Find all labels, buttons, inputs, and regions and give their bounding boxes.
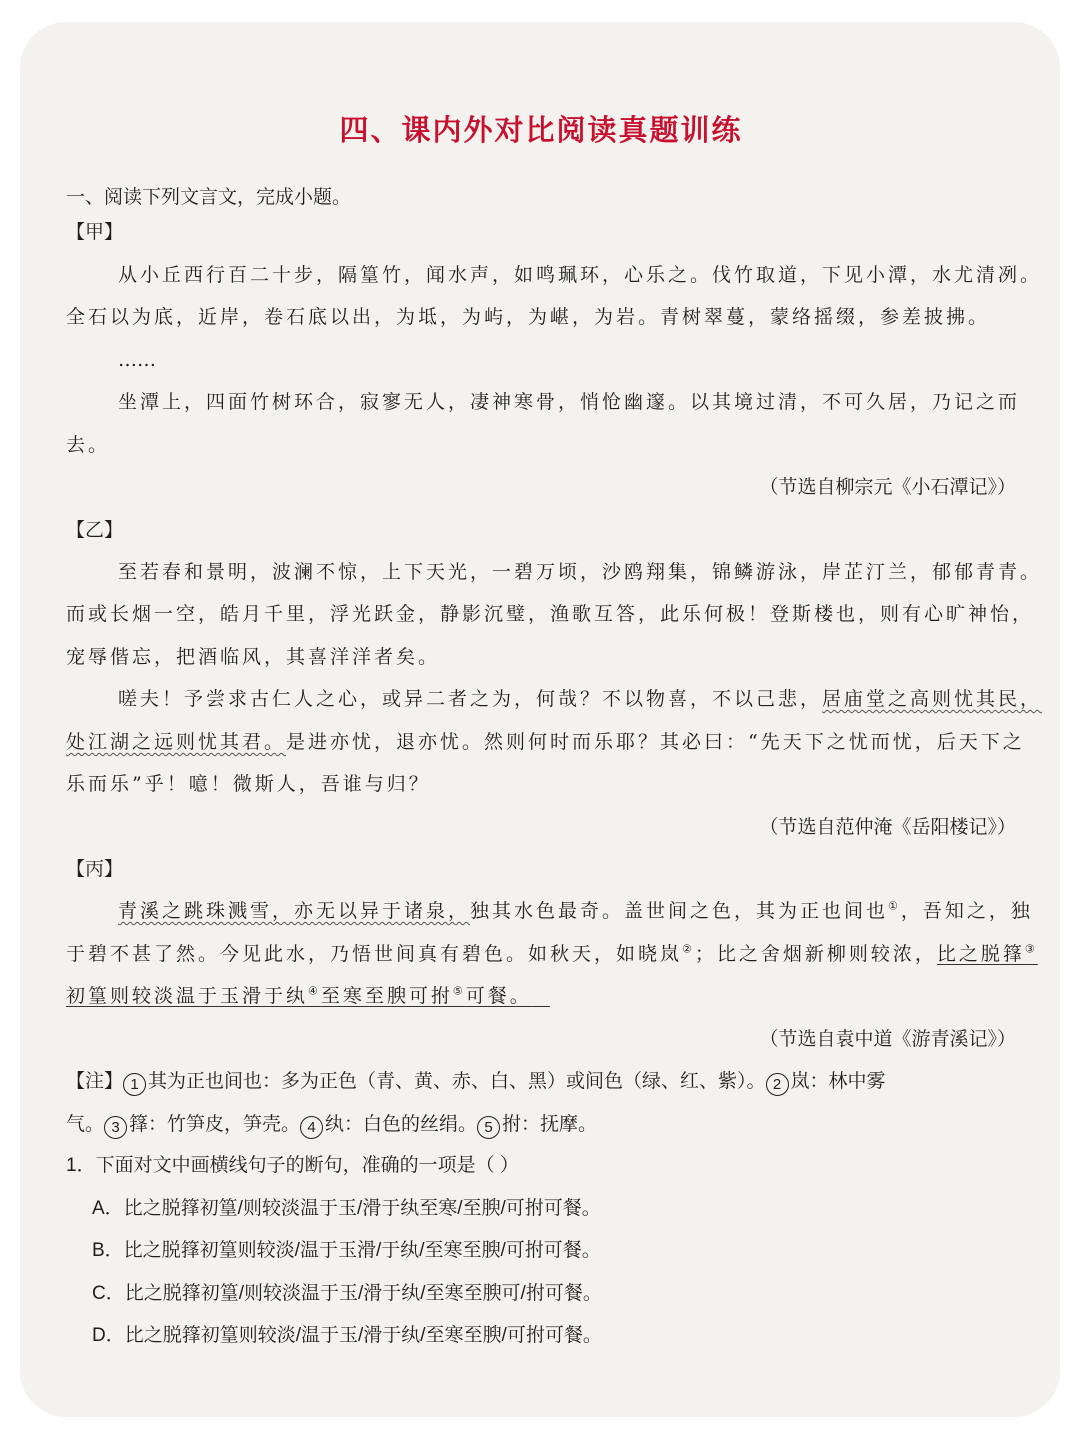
footnote-ref-5: ⑤ — [452, 984, 466, 998]
jia-line-2: 全石以为底，近岸，卷石底以出，为坻，为屿，为嵁，为岩。青树翠蔓，蒙络摇缀，参差披拂。 — [66, 306, 991, 328]
yi-line-3: 宠辱偕忘，把酒临风，其喜洋洋者矣。 — [66, 646, 441, 668]
jia-source: （节选自柳宗元《小石潭记》） — [759, 476, 1016, 498]
note-text-2: 岚：林中雾 — [790, 1070, 886, 1092]
note-line-2 — [66, 1110, 597, 1139]
footnote-ref-2: ② — [682, 942, 695, 956]
page-title: 四、课内外对比阅读真题训练 — [339, 113, 743, 147]
note-label: 【注】 — [66, 1070, 124, 1092]
note-text-2b: 气。 — [66, 1113, 105, 1135]
note-text-5: 拊：抚摩。 — [502, 1113, 598, 1135]
bing-line-1 — [118, 897, 1033, 925]
bing-underlined-text-4: 可餐。 — [465, 985, 532, 1007]
bing-underlined-end — [66, 985, 550, 1007]
option-b: B．比之脱箨初篁则较淡/温于玉滑/于纨/至寒至腴/可拊可餐。 — [92, 1240, 601, 1261]
bing-line-2-text: 于碧不甚了然。今见此水，乃悟世间真有碧色。如秋天，如晓岚 — [66, 943, 683, 965]
bing-underlined-start — [937, 943, 1038, 965]
bing-underlined-text-2: 初篁则较淡温于玉滑于纨 — [66, 985, 309, 1007]
footnote-ref-4: ④ — [308, 984, 321, 998]
note-text-4: 纨：白色的丝绢。 — [325, 1113, 478, 1135]
note-number-2: 2 — [766, 1073, 789, 1096]
option-d: D．比之脱箨初篁则较淡/温于玉/滑于纨/至寒至腴/可拊可餐。 — [92, 1325, 602, 1346]
bing-source: （节选自袁中道《游青溪记》） — [759, 1028, 1016, 1050]
bing-underlined-text-1: 比之脱箨 — [936, 943, 1025, 965]
jia-line-4: 去。 — [66, 434, 111, 456]
bing-wavy-sentence: 青溪之跳珠溅雪，亦无以异于诸泉， — [118, 900, 471, 922]
jia-ellipsis: …… — [118, 349, 156, 371]
yi-line-1: 至若春和景明，波澜不惊，上下天光，一碧万顷，沙鸥翔集，锦鳞游泳，岸芷汀兰，郁郁青青。 — [118, 561, 1043, 583]
bing-line-1-end: ，吾知之，独 — [900, 900, 1033, 922]
bing-line-1-text: 独其水色最奇。盖世间之色，其为正也间也 — [470, 900, 889, 922]
yi-line-5 — [66, 728, 1025, 756]
yi-line-4-text: 嗟夫！予尝求古仁人之心，或异二者之为，何哉？不以物喜，不以己悲， — [118, 688, 823, 710]
note-line-1 — [66, 1067, 886, 1096]
note-text-1: 其为正也间也：多为正色（青、黄、赤、白、黑）或间色（绿、红、紫）。 — [148, 1070, 766, 1092]
yi-source: （节选自范仲淹《岳阳楼记》） — [759, 816, 1016, 838]
footnote-ref-1: ① — [888, 899, 901, 913]
bing-line-2 — [66, 940, 1038, 968]
note-number-4: 4 — [300, 1116, 323, 1139]
footnote-ref-3: ③ — [1024, 942, 1038, 956]
bing-line-2-mid: ；比之舍烟新柳则较浓， — [694, 943, 937, 965]
section-label-yi: 【乙】 — [66, 519, 124, 541]
yi-line-6: 乐而乐”乎！噫！微斯人，吾谁与归？ — [66, 773, 431, 795]
yi-wavy-sentence-2: 处江湖之远则忧其君。 — [66, 731, 287, 753]
note-number-5: 5 — [477, 1116, 500, 1139]
option-a: A．比之脱箨初篁/则较淡温于玉/滑于纨至寒/至腴/可拊可餐。 — [92, 1198, 601, 1219]
note-number-1: 1 — [123, 1073, 146, 1096]
option-c: C．比之脱箨初篁/则较淡温于玉/滑于纨/至寒至腴可/拊可餐。 — [92, 1283, 602, 1304]
yi-line-4 — [118, 685, 1042, 713]
bing-line-3 — [66, 982, 550, 1010]
note-text-3: 箨：竹笋皮，笋壳。 — [129, 1113, 301, 1135]
section-label-jia: 【甲】 — [66, 221, 124, 243]
jia-line-3: 坐潭上，四面竹树环合，寂寥无人，凄神寒骨，悄怆幽邃。以其境过清，不可久居，乃记之而 — [118, 391, 1021, 413]
intro-text: 一、阅读下列文言文，完成小题。 — [66, 186, 352, 208]
note-number-3: 3 — [104, 1116, 127, 1139]
section-label-bing: 【丙】 — [66, 858, 124, 880]
question-stem: 1．下面对文中画横线句子的断句，准确的一项是（ ） — [66, 1155, 519, 1176]
yi-line-2: 而或长烟一空，皓月千里，浮光跃金，静影沉璧，渔歌互答，此乐何极！登斯楼也，则有心旷神怡， — [66, 603, 1035, 625]
bing-underlined-text-3: 至寒至腴可拊 — [320, 985, 453, 1007]
jia-line-1: 从小丘西行百二十步，隔篁竹，闻水声，如鸣珮环，心乐之。伐竹取道，下见小潭，水尤清冽。 — [118, 264, 1043, 286]
yi-line-5-text: 是进亦忧，退亦忧。然则何时而乐耶？其必曰：“先天下之忧而忧，后天下之 — [286, 731, 1025, 753]
yi-wavy-sentence-1: 居庙堂之高则忧其民， — [822, 688, 1043, 710]
